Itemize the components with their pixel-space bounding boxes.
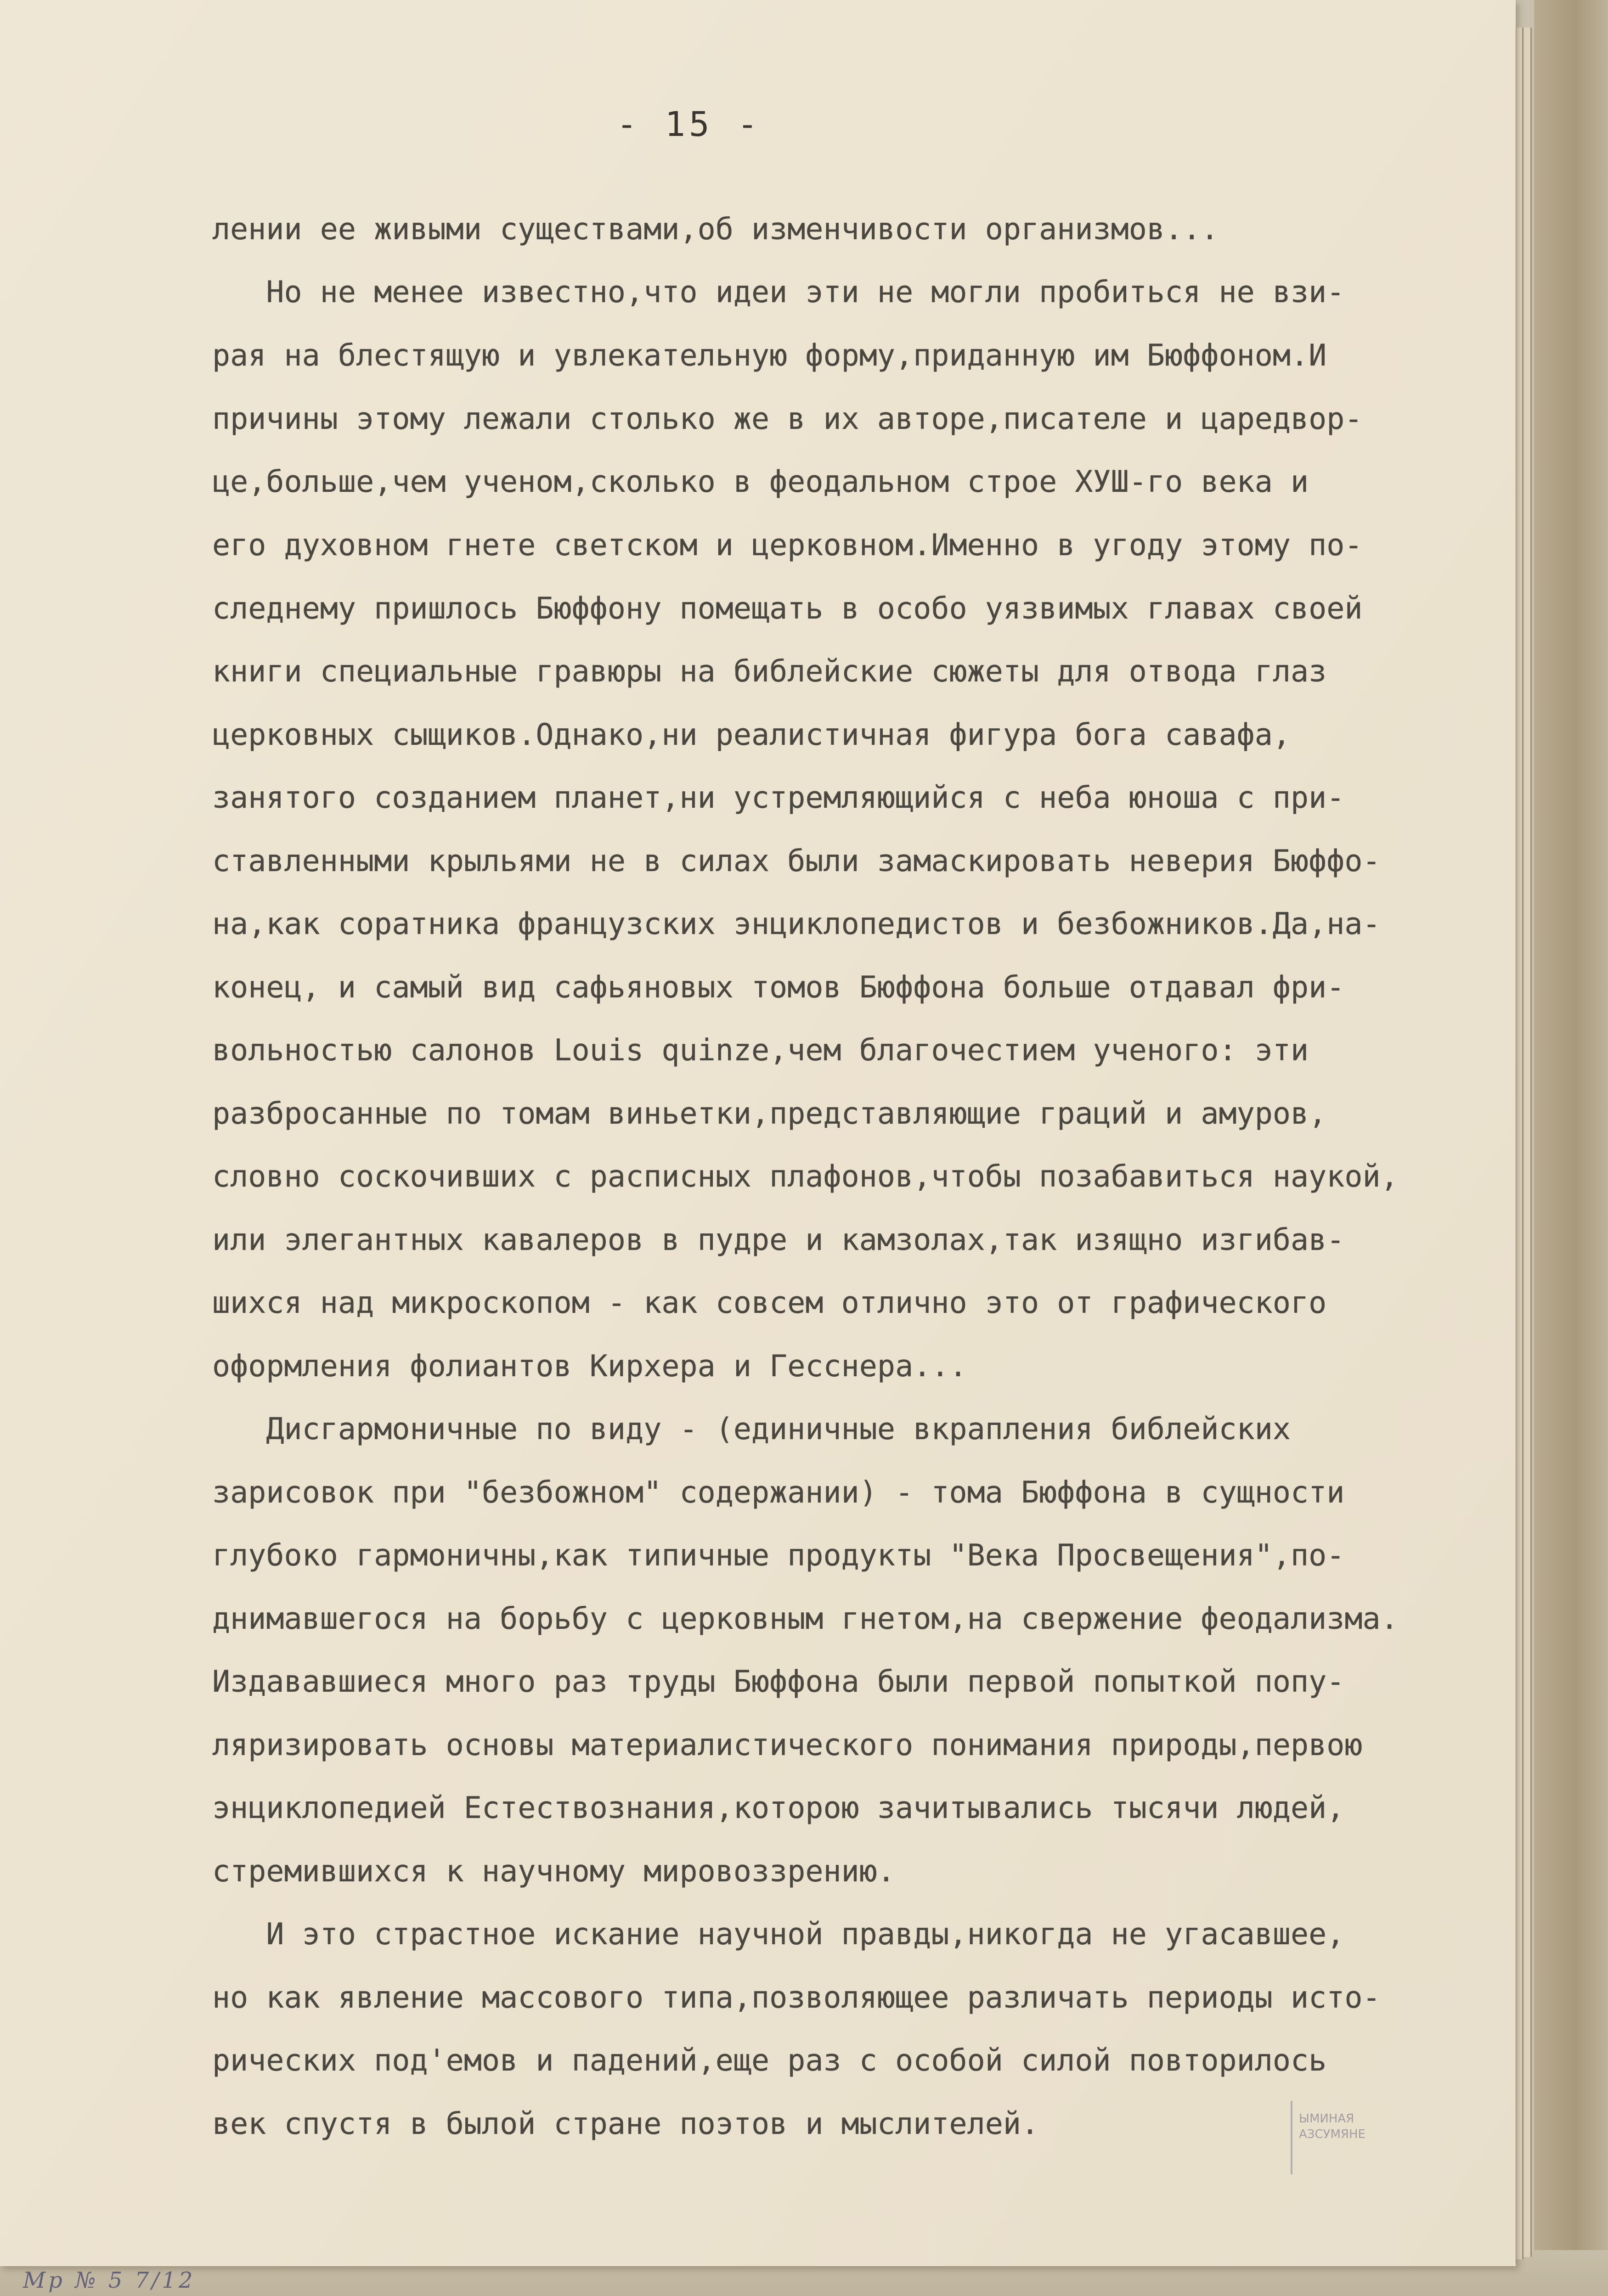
text-line: лении ее живыми существами,об изменчивости организмов... (212, 212, 1219, 247)
text-line: зарисовок при "безбожном" содержании) - тома Бюффона в сущности (212, 1475, 1345, 1510)
text-line: на,как соратника французских энциклопедистов и безбожников.Да,на- (212, 907, 1381, 941)
text-line: вольностью салонов Louis quinze,чем благочестием ученого: эти (212, 1033, 1309, 1068)
text-line: энциклопедией Естествознания,которою зачитывались тысячи людей, (212, 1791, 1345, 1825)
text-line: книги специальные гравюры на библейские сюжеты для отвода глаз (212, 654, 1327, 689)
library-stamp (1291, 2101, 1428, 2174)
text-line: век спустя в былой стране поэтов и мыслителей. (212, 2107, 1039, 2141)
text-line: Издававшиеся много раз труды Бюффона были первой попыткой попу- (212, 1665, 1345, 1699)
text-line: церковных сыщиков.Однако,ни реалистичная фигура бога савафа, (212, 718, 1291, 752)
text-line: словно соскочивших с расписных плафонов,чтобы позабавиться наукой, (212, 1159, 1399, 1194)
text-line: днимавшегося на борьбу с церковным гнетом,на свержение феодализма. (212, 1602, 1399, 1636)
text-line: причины этому лежали столько же в их авторе,писателе и царедвор- (212, 402, 1363, 436)
background-board-right (1534, 0, 1608, 2296)
page-number: - 15 - (616, 105, 762, 144)
text-line: И это страстное искание научной правды,никогда не угасавшее, (212, 1917, 1345, 1952)
stamp-line: АЗСУМЯНЕ (1299, 2127, 1365, 2141)
text-line: Но не менее известно,что идеи эти не могли пробиться не взи- (212, 275, 1345, 310)
stamp-line: ЫМИНАЯ (1299, 2112, 1354, 2126)
text-line: его духовном гнете светском и церковном.Именно в угоду этому по- (212, 528, 1363, 563)
text-line: Дисгармоничные по виду - (единичные вкрапления библейских (212, 1412, 1291, 1446)
text-line: глубоко гармоничны,как типичные продукты "Века Просвещения",по- (212, 1538, 1345, 1573)
pencil-inventory-note: Мр № 5 7/12 (23, 2268, 196, 2293)
text-line: шихся над микроскопом - как совсем отлично это от графического (212, 1286, 1327, 1320)
text-line: стремившихся к научному мировоззрению. (212, 1854, 896, 1889)
text-line: разбросанные по томам виньетки,представляющие граций и амуров, (212, 1097, 1327, 1131)
text-line: ляризировать основы материалистического понимания природы,первою (212, 1728, 1363, 1762)
text-line: рая на блестящую и увлекательную форму,приданную им Бюффоном.И (212, 338, 1327, 373)
text-line: оформления фолиантов Кирхера и Гесснера... (212, 1349, 967, 1384)
text-line: но как явление массового типа,позволяющее различать периоды исто- (212, 1981, 1381, 2015)
text-line: це,больше,чем ученом,сколько в феодальном строе ХУШ-го века и (212, 465, 1309, 499)
text-line: ставленными крыльями не в силах были замаскировать неверия Бюффо- (212, 844, 1381, 878)
text-line: следнему пришлось Бюффону помещать в особо уязвимых главах своей (212, 591, 1363, 626)
text-line: конец, и самый вид сафьяновых томов Бюффона больше отдавал фри- (212, 970, 1345, 1005)
text-line: или элегантных кавалеров в пудре и камзолах,так изящно изгибав- (212, 1223, 1345, 1257)
text-line: занятого созданием планет,ни устремляющийся с неба юноша с при- (212, 781, 1345, 815)
text-line: рических под'емов и падений,еще раз с особой силой повторилось (212, 2043, 1327, 2078)
